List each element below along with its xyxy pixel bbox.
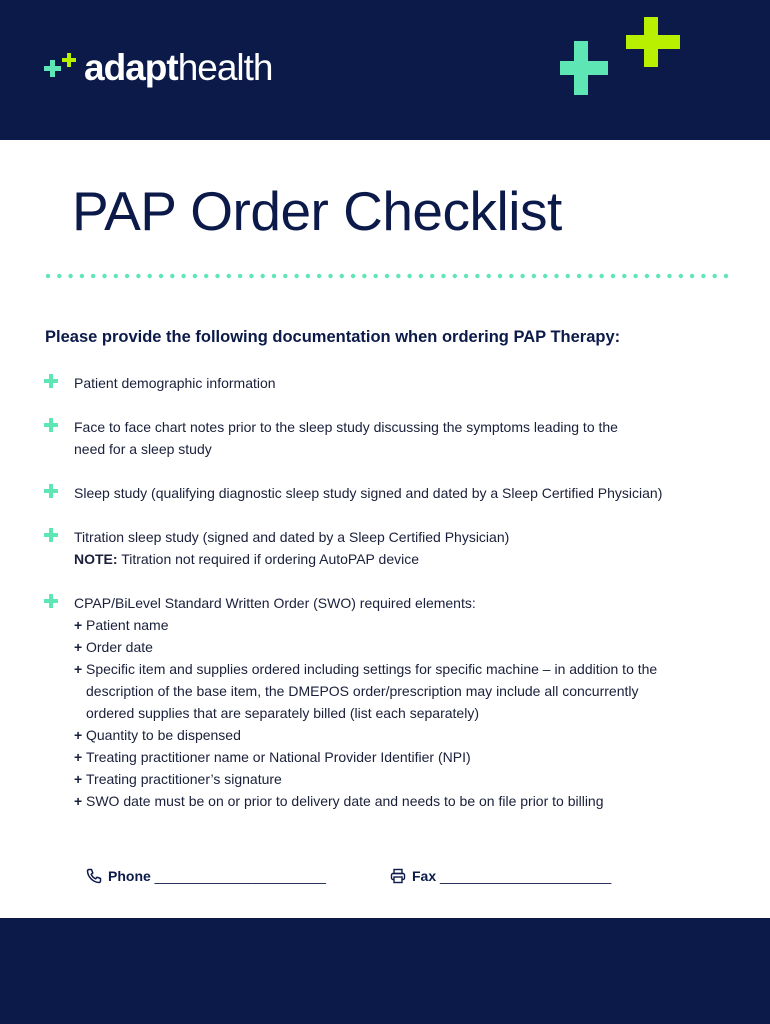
sub-item-continued: ordered supplies that are separately billed (list each separately): [86, 705, 479, 721]
divider-dot: [102, 274, 106, 278]
divider-dot: [57, 274, 61, 278]
plus-bullet-icon: [44, 484, 58, 498]
divider-dot: [645, 274, 649, 278]
divider-dot: [566, 274, 570, 278]
divider-dot: [611, 274, 615, 278]
divider-dot: [509, 274, 513, 278]
divider-dot: [227, 274, 231, 278]
sub-item: + Quantity to be dispensed: [74, 727, 241, 743]
phone-field: Phone ______________________: [86, 868, 326, 884]
divider-dot: [204, 274, 208, 278]
divider-dot: [554, 274, 558, 278]
header-band: [0, 0, 770, 140]
plus-bullet-icon: [44, 374, 58, 388]
sub-item: + Treating practitioner name or National Provider Identifier (NPI): [74, 749, 471, 765]
divider-dot: [170, 274, 174, 278]
checklist-item: Face to face chart notes prior to the sleep study discussing the symptoms leading to the need for a sleep study: [44, 416, 724, 460]
note-line: NOTE: Titration not required if ordering AutoPAP device: [74, 551, 419, 567]
divider-dot: [362, 274, 366, 278]
divider-dot: [464, 274, 468, 278]
divider-dot: [588, 274, 592, 278]
divider-dot: [272, 274, 276, 278]
divider-dot: [125, 274, 129, 278]
page-title: PAP Order Checklist: [72, 180, 562, 242]
divider-dot: [701, 274, 705, 278]
sub-item: + Treating practitioner’s signature: [74, 771, 282, 787]
fax-blank[interactable]: ______________________: [440, 868, 612, 884]
divider-dot: [407, 274, 411, 278]
divider-dot: [159, 274, 163, 278]
divider-dot: [713, 274, 717, 278]
intro-text: Please provide the following documentation when ordering PAP Therapy:: [45, 328, 621, 346]
checklist-item: Sleep study (qualifying diagnostic sleep study signed and dated by a Sleep Certified Physician): [44, 482, 724, 504]
divider-dot: [600, 274, 604, 278]
checklist-item: Patient demographic information: [44, 372, 724, 394]
sub-item: + Order date: [74, 639, 153, 655]
divider-dot: [453, 274, 457, 278]
divider-dot: [487, 274, 491, 278]
divider-dot: [633, 274, 637, 278]
divider-dot: [193, 274, 197, 278]
divider-dot: [374, 274, 378, 278]
divider-dot: [498, 274, 502, 278]
divider-dot: [68, 274, 72, 278]
divider-dot: [215, 274, 219, 278]
divider-dot: [622, 274, 626, 278]
divider-dot: [181, 274, 185, 278]
divider-dot: [91, 274, 95, 278]
adapthealth-logo: [44, 48, 273, 88]
divider-dot: [532, 274, 536, 278]
sub-item: + SWO date must be on or prior to delivery date and needs to be on file prior to billing: [74, 793, 604, 809]
checklist-item: Titration sleep study (signed and dated by a Sleep Certified Physician) NOTE: Titration not required if ordering AutoPAP device: [44, 526, 724, 570]
divider-dot: [385, 274, 389, 278]
divider-dot: [351, 274, 355, 278]
divider-dot: [656, 274, 660, 278]
divider-dot: [475, 274, 479, 278]
divider-dot: [148, 274, 152, 278]
fax-field: Fax ______________________: [390, 868, 611, 884]
footer-band: [0, 918, 770, 1024]
divider-dot: [317, 274, 321, 278]
divider-dot: [441, 274, 445, 278]
divider-dot: [690, 274, 694, 278]
divider-dot: [667, 274, 671, 278]
divider-dot: [306, 274, 310, 278]
sub-item: + Specific item and supplies ordered including settings for specific machine – in addition to the: [74, 661, 658, 677]
divider-dot: [114, 274, 118, 278]
divider-dot: [577, 274, 581, 278]
divider-dot: [249, 274, 253, 278]
divider-dot: [46, 274, 50, 278]
divider-dot: [396, 274, 400, 278]
divider-dot: [80, 274, 84, 278]
divider-dot: [294, 274, 298, 278]
divider-dot: [261, 274, 265, 278]
large-plus-icon: [558, 17, 684, 113]
divider-dot: [340, 274, 344, 278]
fax-icon: [390, 868, 406, 884]
plus-bullet-icon: [44, 528, 58, 542]
divider-dot: [520, 274, 524, 278]
divider-dot: [328, 274, 332, 278]
sub-item-continued: description of the base item, the DMEPOS order/prescription may include all concurrently: [86, 683, 639, 699]
divider-dot: [419, 274, 423, 278]
divider-dot: [430, 274, 434, 278]
phone-blank[interactable]: ______________________: [154, 868, 326, 884]
sub-item: + Patient name: [74, 617, 169, 633]
plus-bullet-icon: [44, 418, 58, 432]
divider-dot: [679, 274, 683, 278]
divider-dot: [283, 274, 287, 278]
dotted-divider: [44, 271, 730, 281]
divider-dot: [238, 274, 242, 278]
logo-wordmark: adapthealth: [84, 47, 273, 88]
divider-dot: [724, 274, 728, 278]
phone-icon: [86, 868, 102, 884]
plus-bullet-icon: [44, 594, 58, 608]
plus-logo-icon: [44, 48, 84, 88]
divider-dot: [136, 274, 140, 278]
checklist-item: CPAP/BiLevel Standard Written Order (SWO) required elements: + Patient name + Order date + Specific item and supplies ordered including settings for specific machine – in addition to the description of the base item, the DMEPOS order/prescription may include all concurrently ordered supplies that are separately billed (list each separately) + Quantity to be dispensed + Treating practitioner name or National Provider Identifier (NPI) + Treating practitioner’s signature + SWO date must be on or prior to delivery date and needs to be on file prior to billing: [44, 592, 724, 812]
divider-dot: [543, 274, 547, 278]
